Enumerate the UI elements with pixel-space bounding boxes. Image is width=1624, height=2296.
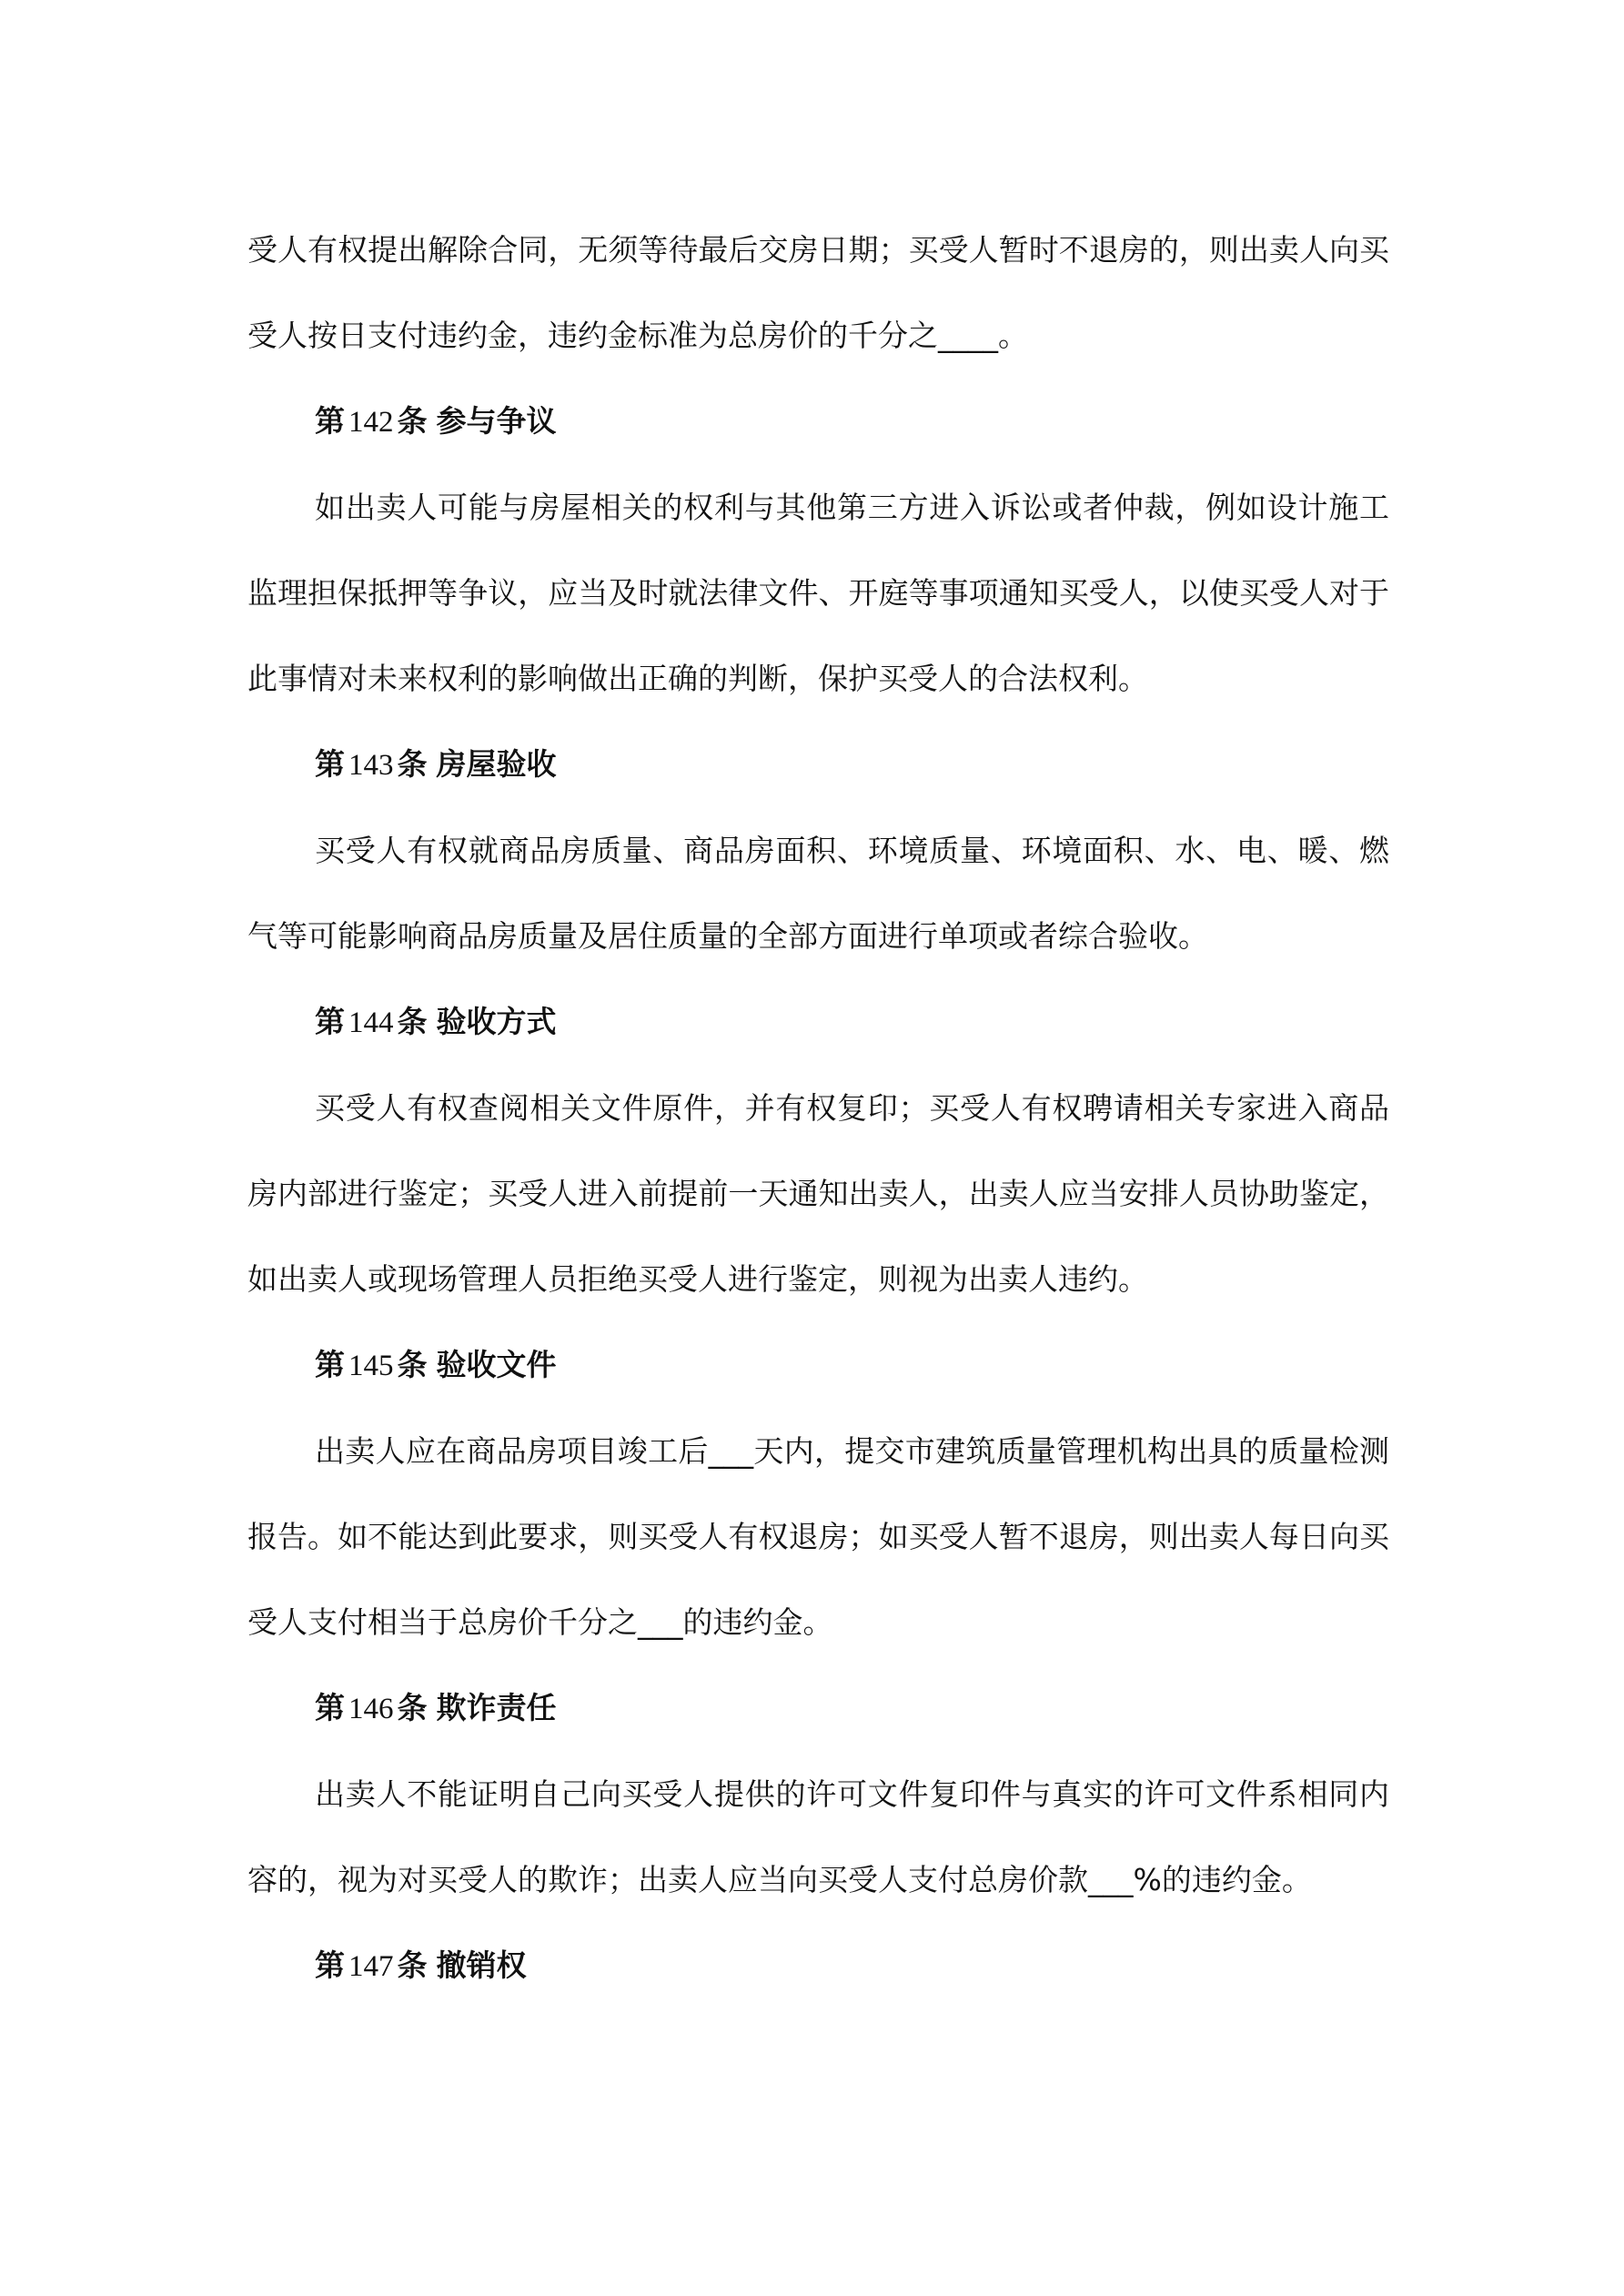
article-prefix: 第 <box>315 403 345 439</box>
article-suffix: 条 <box>397 1947 428 1983</box>
document-body <box>247 207 1389 2009</box>
article-title: 欺诈责任 <box>436 1690 557 1725</box>
article-title: 撤销权 <box>436 1947 527 1983</box>
article-title: 参与争议 <box>436 403 557 439</box>
intro-paragraph: 受人有权提出解除合同，无须等待最后交房日期；买受人暂时不退房的，则出卖人向买受人按日支付违约金，违约金标准为总房价的千分之____。 <box>247 232 1389 353</box>
article-145 <box>247 1322 1389 1665</box>
article-suffix: 条 <box>397 1347 428 1382</box>
article-prefix: 第 <box>315 1347 345 1382</box>
article-body: 买受人有权就商品房质量、商品房面积、环境质量、环境面积、水、电、暖、燃气等可能影响商品房质量及居住质量的全部方面进行单项或者综合验收。 <box>247 833 1389 954</box>
article-prefix: 第 <box>315 746 345 782</box>
article-suffix: 条 <box>397 403 428 439</box>
article-body: 如出卖人可能与房屋相关的权利与其他第三方进入诉讼或者仲裁，例如设计施工监理担保抵押等争议，应当及时就法律文件、开庭等事项通知买受人，以使买受人对于此事情对未来权利的影响做出正确的判断，保护买受人的合法权利。 <box>247 490 1389 696</box>
article-suffix: 条 <box>397 746 428 782</box>
article-heading <box>247 1665 1389 1752</box>
article-body: 买受人有权查阅相关文件原件，并有权复印；买受人有权聘请相关专家进入商品房内部进行鉴定；买受人进入前提前一天通知出卖人，出卖人应当安排人员协助鉴定，如出卖人或现场管理人员拒绝买受人进行鉴定，则视为出卖人违约。 <box>247 1090 1389 1297</box>
article-144 <box>247 979 1389 1322</box>
article-prefix: 第 <box>315 1004 345 1039</box>
article-number: 146 <box>348 1693 394 1725</box>
article-prefix: 第 <box>315 1947 345 1983</box>
article-body: 出卖人应在商品房项目竣工后___天内，提交市建筑质量管理机构出具的质量检测报告。如不能达到此要求，则买受人有权退房；如买受人暂不退房，则出卖人每日向买受人支付相当于总房价千分之___的违约金。 <box>247 1433 1389 1640</box>
article-142 <box>247 379 1389 722</box>
article-title: 验收方式 <box>436 1004 557 1039</box>
article-heading <box>247 722 1389 808</box>
article-number: 143 <box>348 749 394 782</box>
article-146 <box>247 1665 1389 1923</box>
article-143 <box>247 722 1389 979</box>
article-heading <box>247 979 1389 1066</box>
article-147 <box>247 1923 1389 2009</box>
article-number: 142 <box>348 406 394 439</box>
article-suffix: 条 <box>397 1004 428 1039</box>
article-number: 147 <box>348 1950 394 1983</box>
article-title: 房屋验收 <box>436 746 557 782</box>
article-heading <box>247 379 1389 465</box>
article-number: 144 <box>348 1006 394 1039</box>
article-prefix: 第 <box>315 1690 345 1725</box>
article-body: 出卖人不能证明自己向买受人提供的许可文件复印件与真实的许可文件系相同内容的，视为对买受人的欺诈；出卖人应当向买受人支付总房价款___%的违约金。 <box>247 1776 1389 1897</box>
article-heading <box>247 1923 1389 2009</box>
article-title: 验收文件 <box>436 1347 557 1382</box>
article-number: 145 <box>348 1350 394 1382</box>
article-heading <box>247 1322 1389 1409</box>
article-suffix: 条 <box>397 1690 428 1725</box>
